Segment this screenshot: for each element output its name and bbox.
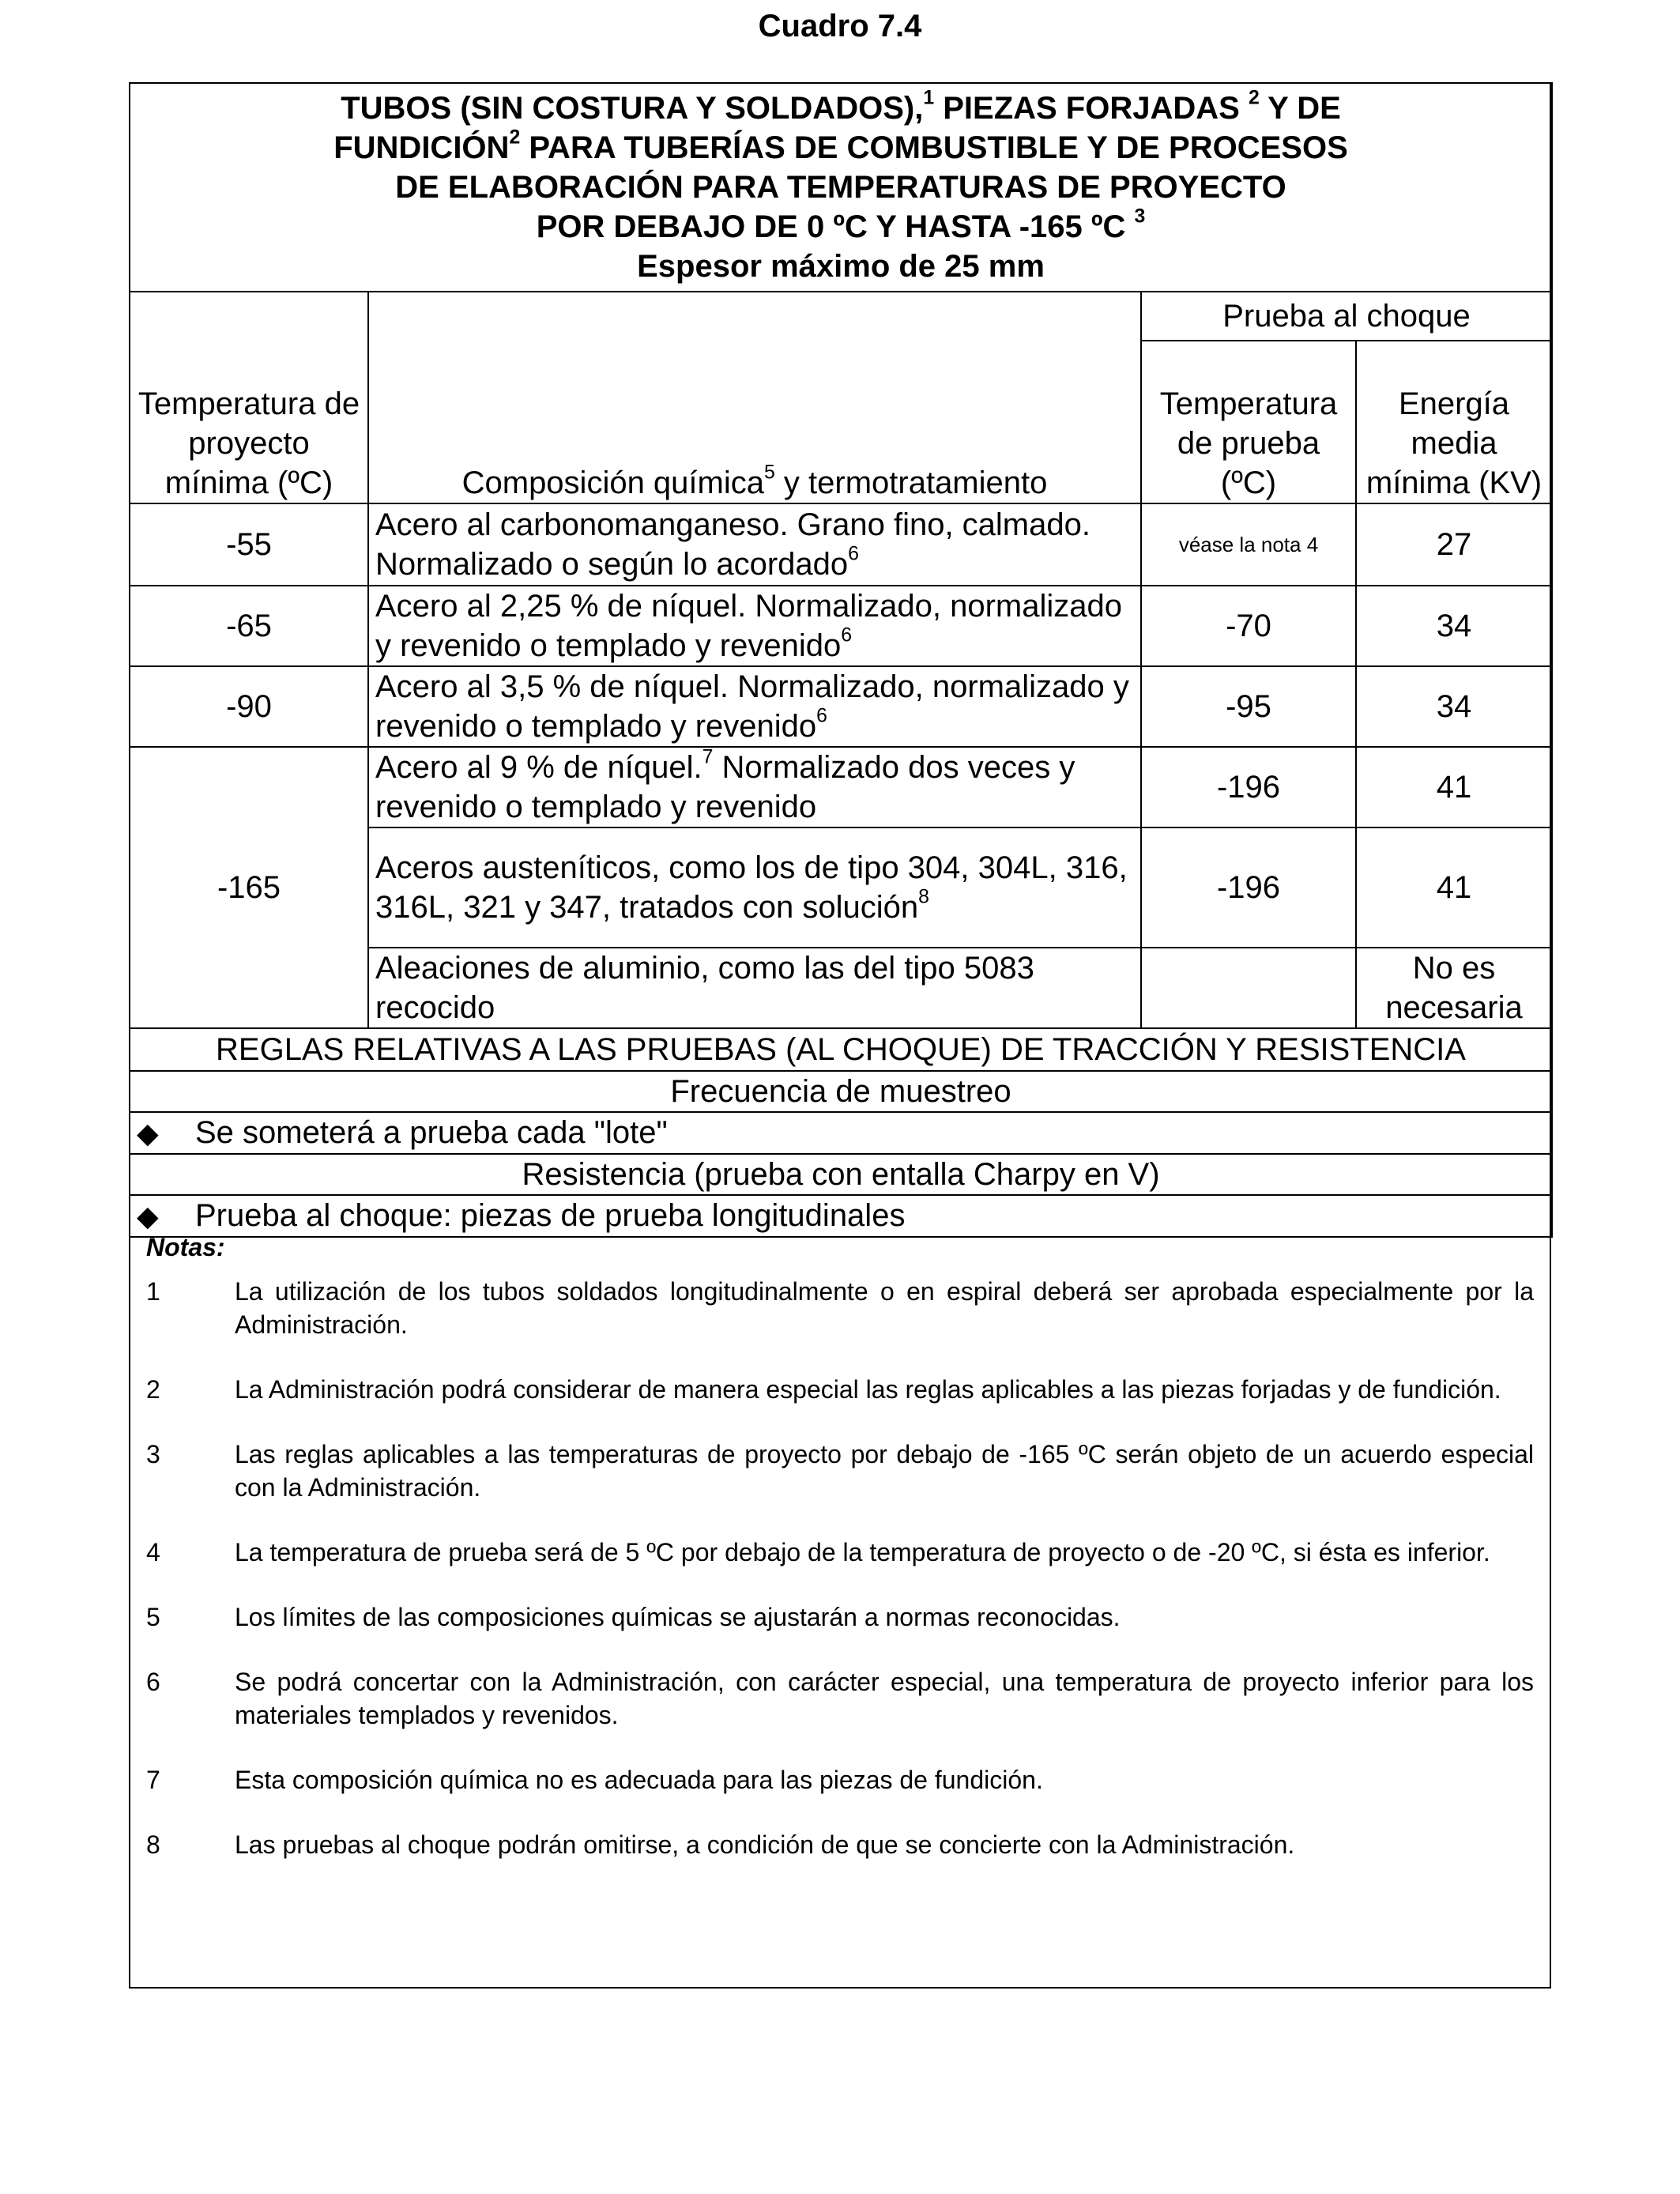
table-row [130,503,1552,586]
table-title [130,83,1552,292]
title-line-2: FUNDICIÓN$^2$ PARA TUBERÍAS DE COMBUSTIBLE Y DE PROCESOS [333,126,1348,165]
note-item: 4 La temperatura de prueba será de 5 ºC por debajo de la temperatura de proyecto o de -20 ºC, si ésta es inferior. [146,1538,1490,1566]
note-item: 7 Esta composición química no es adecuada para las piezas de fundición. [146,1766,1043,1794]
note-item: 8 Las pruebas al choque podrán omitirse, a condición de que se concierte con la Administración. [146,1830,1295,1859]
strength-item: ◆ Prueba al choque: piezas de prueba longitudinales [130,1195,1552,1237]
diamond-bullet-icon: ◆ [137,1117,159,1149]
cell-composition: Acero al 2,25 % de níquel. Normalizado, normalizado y revenido o templado y revenido$^6$ [368,586,1141,666]
cell-energy: 34 [1356,666,1552,747]
title-line-1: TUBOS (SIN COSTURA Y SOLDADOS),$^1$ PIEZAS FORJADAS $^2$ Y DE [341,87,1341,126]
strength-heading: Resistencia (prueba con entalla Charpy en V) [130,1154,1552,1195]
cell-test-temp: -196 [1141,827,1356,948]
note-item: 1 La utilización de los tubos soldados longitudinalmente o en espiral deberá ser aprobada especialmente por la Administración. [146,1277,1534,1339]
table-row [130,586,1552,666]
header-test-temp: Temperatura de prueba (ºC) [1141,341,1356,503]
cell-test-temp: véase la nota 4 [1141,503,1356,586]
cell-temp: -90 [130,666,368,747]
sampling-heading: Frecuencia de muestreo [130,1071,1552,1112]
note-item: 5 Los límites de las composiciones químicas se ajustarán a normas reconocidas. [146,1603,1121,1631]
cell-composition: Acero al 3,5 % de níquel. Normalizado, normalizado y revenido o templado y revenido$^6$ [368,666,1141,747]
cell-composition: Aleaciones de aluminio, como las del tipo 5083 recocido [368,948,1141,1028]
table-caption: Cuadro 7.4 [758,9,922,43]
materials-table [129,82,1553,1238]
table-row [130,747,1552,827]
diamond-bullet-icon: ◆ [137,1200,159,1232]
title-line-4: POR DEBAJO DE 0 ºC Y HASTA -165 ºC $^3$ [536,205,1146,244]
sampling-item: ◆ Se someterá a prueba cada "lote" [130,1112,1552,1154]
title-line-5: Espesor máximo de 25 mm [637,249,1045,284]
table-row [130,666,1552,747]
cell-energy: No es necesaria [1356,948,1552,1028]
note-item: 2 La Administración podrá considerar de manera especial las reglas aplicables a las piezas forjadas y de fundición. [146,1375,1501,1404]
header-energy: Energía media mínima (KV) [1356,341,1552,503]
notes-title: Notas: [146,1233,225,1261]
cell-composition: Acero al 9 % de níquel.$^7$ Normalizado dos veces y revenido o templado y revenido [368,747,1141,827]
rules-heading: REGLAS RELATIVAS A LAS PRUEBAS (AL CHOQUE) DE TRACCIÓN Y RESISTENCIA [130,1028,1552,1071]
cell-energy: 41 [1356,827,1552,948]
notes-section [129,1229,1551,1893]
cell-temp: -165 [130,747,368,1028]
cell-energy: 34 [1356,586,1552,666]
cell-composition: Aceros austeníticos, como los de tipo 304, 304L, 316, 316L, 321 y 347, tratados con solución$^8$ [368,827,1141,948]
header-impact-test: Prueba al choque [1141,292,1552,341]
cell-temp: -55 [130,503,368,586]
cell-test-temp: -95 [1141,666,1356,747]
cell-test-temp [1141,948,1356,1028]
note-item: 3 Las reglas aplicables a las temperaturas de proyecto por debajo de -165 ºC serán objeto de un acuerdo especial con la Administración. [146,1440,1534,1502]
cell-test-temp: -196 [1141,747,1356,827]
header-composition: Composición química$^5$ y termotratamiento [368,292,1141,503]
header-min-temp: Temperatura de proyecto mínima (ºC) [130,292,368,503]
title-line-3: DE ELABORACIÓN PARA TEMPERATURAS DE PROYECTO [395,170,1286,205]
cell-temp: -65 [130,586,368,666]
note-item: 6 Se podrá concertar con la Administración, con carácter especial, una temperatura de proyecto inferior para los materiales templados y revenidos. [146,1668,1534,1729]
cell-test-temp: -70 [1141,586,1356,666]
cell-energy: 27 [1356,503,1552,586]
cell-energy: 41 [1356,747,1552,827]
cell-composition: Acero al carbonomanganeso. Grano fino, calmado. Normalizado o según lo acordado$^6$ [368,503,1141,586]
